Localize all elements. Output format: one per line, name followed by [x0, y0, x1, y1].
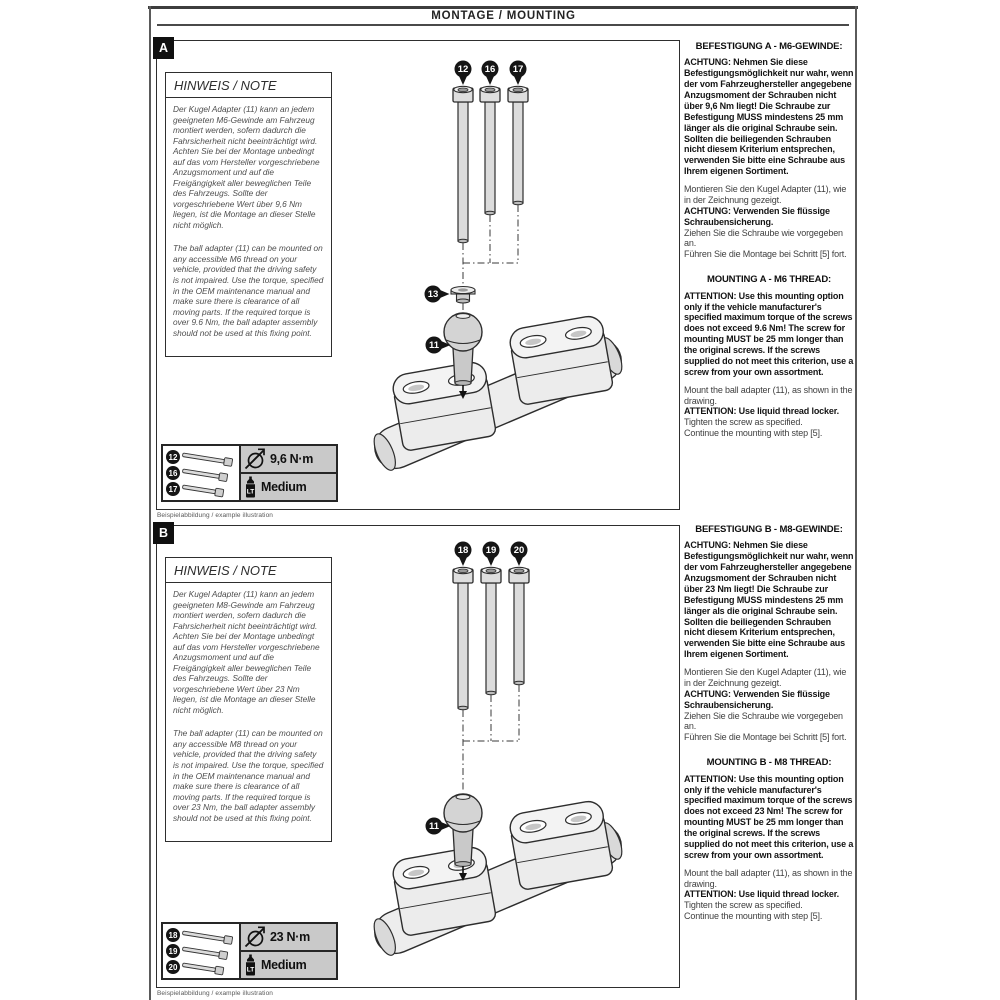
torque-spec-table-b	[161, 922, 338, 980]
page-border-right	[855, 6, 857, 1000]
svg-text:LT: LT	[246, 488, 255, 496]
example-caption-a: Beispielabbildung / example illustration	[157, 512, 274, 519]
thread-locker-bottle-icon	[244, 476, 257, 498]
svg-text:18: 18	[168, 931, 178, 940]
svg-text:17: 17	[168, 485, 178, 494]
step-en-bold: ATTENTION: Use liquid thread locker.	[684, 889, 839, 900]
svg-text:20: 20	[168, 963, 178, 972]
step-en: Tighten the screw as specified.	[684, 417, 803, 428]
step-de: Montieren Sie den Kugel Adapter (11), wie in der Zeichnung gezeigt.	[684, 667, 847, 688]
step-de: Führen Sie die Montage bei Schritt [5] fort.	[684, 732, 847, 743]
callout-balloon	[510, 61, 527, 86]
step-en: Continue the mounting with step [5].	[684, 911, 823, 922]
torque-wrench-icon	[244, 448, 266, 470]
step-en: Continue the mounting with step [5].	[684, 428, 823, 439]
torque-wrench-icon	[244, 926, 266, 948]
warning-en-a: ATTENTION: Use this mounting option only if the vehicle manufacturer's specified maximum torque of the screws does not exceed 9.6 Nm! The screw for mounting MUST be 25 mm longer than the original screws. If the screws supplied do not meet this criterion, use a screw from your own assortment.	[684, 290, 854, 377]
step-de-bold: ACHTUNG: Verwenden Sie flüssige Schraubensicherung.	[684, 205, 830, 227]
note-box-a	[165, 72, 332, 357]
torque-spec-table-a	[161, 444, 338, 502]
svg-text:16: 16	[484, 64, 496, 75]
callout-balloon	[483, 542, 500, 567]
warning-de-a: ACHTUNG: Nehmen Sie diese Befestigungsmöglichkeit nur wahr, wenn der vom Fahrzeughersteller angegebene Anzugsmoment der Schrauben nicht über 9,6 Nm liegt! Die Schraube zur Befestigung MUSS mindestens 25 mm länger als die original Schraube sein. Sollten die beiliegenden Schrauben nicht diesem Kriterium entsprechen, verwenden Sie bitte eine Schraube aus Ihrem eigenen Sortiment.	[684, 57, 854, 177]
heading-de-b: BEFESTIGUNG B - M8-GEWINDE:	[695, 524, 843, 535]
page-border-top	[148, 6, 858, 9]
callout-balloon	[455, 542, 472, 567]
instructions-column-a	[684, 41, 854, 439]
spec-screw-cell	[163, 446, 241, 500]
note-title: HINWEIS / NOTE	[166, 558, 331, 583]
svg-text:16: 16	[168, 469, 178, 478]
screw-illustration	[453, 567, 529, 710]
svg-text:11: 11	[428, 821, 440, 832]
warning-en-b: ATTENTION: Use this mounting option only if the vehicle manufacturer's specified maximum torque of the screws does not exceed 23 Nm! The screw for mounting MUST be 25 mm longer than the original screws. If the screws supplied do not meet this criterion, use a screw from your own assortment.	[684, 773, 854, 860]
heading-en-a: MOUNTING A - M6 THREAD:	[706, 274, 832, 286]
guide-lines	[463, 205, 518, 311]
example-caption-b: Beispielabbildung / example illustration	[157, 990, 274, 997]
step-en-bold: ATTENTION: Use liquid thread locker.	[684, 406, 839, 417]
svg-text:LT: LT	[246, 966, 255, 974]
svg-text:11: 11	[428, 340, 440, 351]
svg-text:18: 18	[457, 545, 469, 556]
page-border-left	[149, 6, 151, 1000]
torque-value: 9,6 N·m	[270, 452, 314, 466]
note-body	[166, 98, 331, 338]
washer-illustration	[451, 287, 475, 304]
svg-text:19: 19	[485, 545, 497, 556]
svg-text:12: 12	[168, 453, 178, 462]
note-text-english: The ball adapter (11) can be mounted on any accessible M6 thread on your vehicle, provided that the driving safety is not impaired. Use the torque, specified in the OEM maintenance manual and make sure there is clearance of all moving parts. If the required torque is over 9.6 Nm, the ball adapter assembly should not be used at this fixing point.	[173, 243, 324, 338]
note-body	[166, 583, 331, 823]
note-text-german: Der Kugel Adapter (11) kann an jedem geeigneten M6-Gewinde am Fahrzeug montiert werden, sofern dadurch die Fahrsicherheit nicht beeinträchtigt wird. Achten Sie bei der Montage unbedingt auf das vom Hersteller vorgeschriebene Anzugsmoment und auf die Freigängigkeit aller beweglichen Teile des Fahrzeugs. Sollte der vorgeschriebene Wert über 9,6 Nm liegen, ist die Montage an dieser Stelle nicht möglich.	[173, 104, 320, 230]
callout-balloon	[482, 61, 499, 86]
guide-lines	[463, 685, 519, 790]
locker-strength: Medium	[261, 958, 307, 972]
thread-locker-cell	[241, 472, 336, 500]
warning-de-b: ACHTUNG: Nehmen Sie diese Befestigungsmöglichkeit nur wahr, wenn der vom Fahrzeughersteller angegebene Anzugsmoment der Schrauben nicht über 23 Nm liegt! Die Schraube zur Befestigung MUSS mindestens 25 mm länger als die original Schraube sein. Sollten die beiliegenden Schrauben nicht diesem Kriterium entsprechen, verwenden Sie bitte eine Schraube aus Ihrem eigenen Sortiment.	[684, 540, 854, 660]
heading-en-b: MOUNTING B - M8 THREAD:	[706, 757, 832, 769]
thread-locker-bottle-icon	[244, 954, 257, 976]
page-title: MONTAGE / MOUNTING	[431, 10, 576, 22]
step-en: Mount the ball adapter (11), as shown in the drawing.	[684, 384, 853, 406]
callout-balloon	[425, 286, 450, 303]
svg-text:19: 19	[168, 947, 178, 956]
instructions-column-b	[684, 524, 854, 922]
svg-text:17: 17	[512, 64, 524, 75]
handlebar-clamp-illustration	[368, 799, 627, 960]
step-en: Tighten the screw as specified.	[684, 900, 803, 911]
thread-locker-cell	[241, 950, 336, 978]
handlebar-clamp-illustration	[368, 314, 627, 475]
step-de: Ziehen Sie die Schraube wie vorgegeben an.	[684, 227, 843, 249]
step-de-bold: ACHTUNG: Verwenden Sie flüssige Schraubensicherung.	[684, 688, 830, 710]
locker-strength: Medium	[261, 480, 307, 494]
step-en: Mount the ball adapter (11), as shown in the drawing.	[684, 867, 853, 889]
note-title: HINWEIS / NOTE	[166, 73, 331, 98]
step-de: Ziehen Sie die Schraube wie vorgegeben an.	[684, 710, 843, 732]
panel-b-badge: B	[153, 522, 174, 544]
callout-balloon	[455, 61, 472, 86]
callout-balloon	[511, 542, 528, 567]
note-text-english: The ball adapter (11) can be mounted on any accessible M8 thread on your vehicle, provided that the driving safety is not impaired. Use the torque, specified in the OEM maintenance manual and make sure there is clearance of all moving parts. If the required torque is over 23 Nm, the ball adapter assembly should not be used at this fixing point.	[173, 728, 324, 823]
heading-de-a: BEFESTIGUNG A - M6-GEWINDE:	[695, 41, 843, 52]
panel-a-badge: A	[153, 37, 174, 59]
torque-value: 23 N·m	[270, 930, 310, 944]
panel-a	[156, 40, 680, 510]
torque-value-cell	[241, 446, 336, 472]
title-rule	[157, 24, 849, 26]
svg-text:20: 20	[513, 545, 525, 556]
spec-screw-cell	[163, 924, 241, 978]
svg-text:13: 13	[427, 289, 439, 300]
panel-b	[156, 525, 680, 988]
note-box-b	[165, 557, 332, 842]
svg-text:12: 12	[457, 64, 469, 75]
step-de: Montieren Sie den Kugel Adapter (11), wie in der Zeichnung gezeigt.	[684, 184, 847, 205]
step-de: Führen Sie die Montage bei Schritt [5] fort.	[684, 249, 847, 260]
torque-value-cell	[241, 924, 336, 950]
note-text-german: Der Kugel Adapter (11) kann an jedem geeigneten M8-Gewinde am Fahrzeug montiert werden, sofern dadurch die Fahrsicherheit nicht beeinträchtigt wird. Achten Sie bei der Montage unbedingt auf das vom Hersteller vorgeschriebene Anzugsmoment und auf die Freigängigkeit aller beweglichen Teile des Fahrzeugs. Sollte der vorgeschriebene Wert über 23 Nm liegen, ist die Montage an dieser Stelle nicht möglich.	[173, 589, 320, 715]
